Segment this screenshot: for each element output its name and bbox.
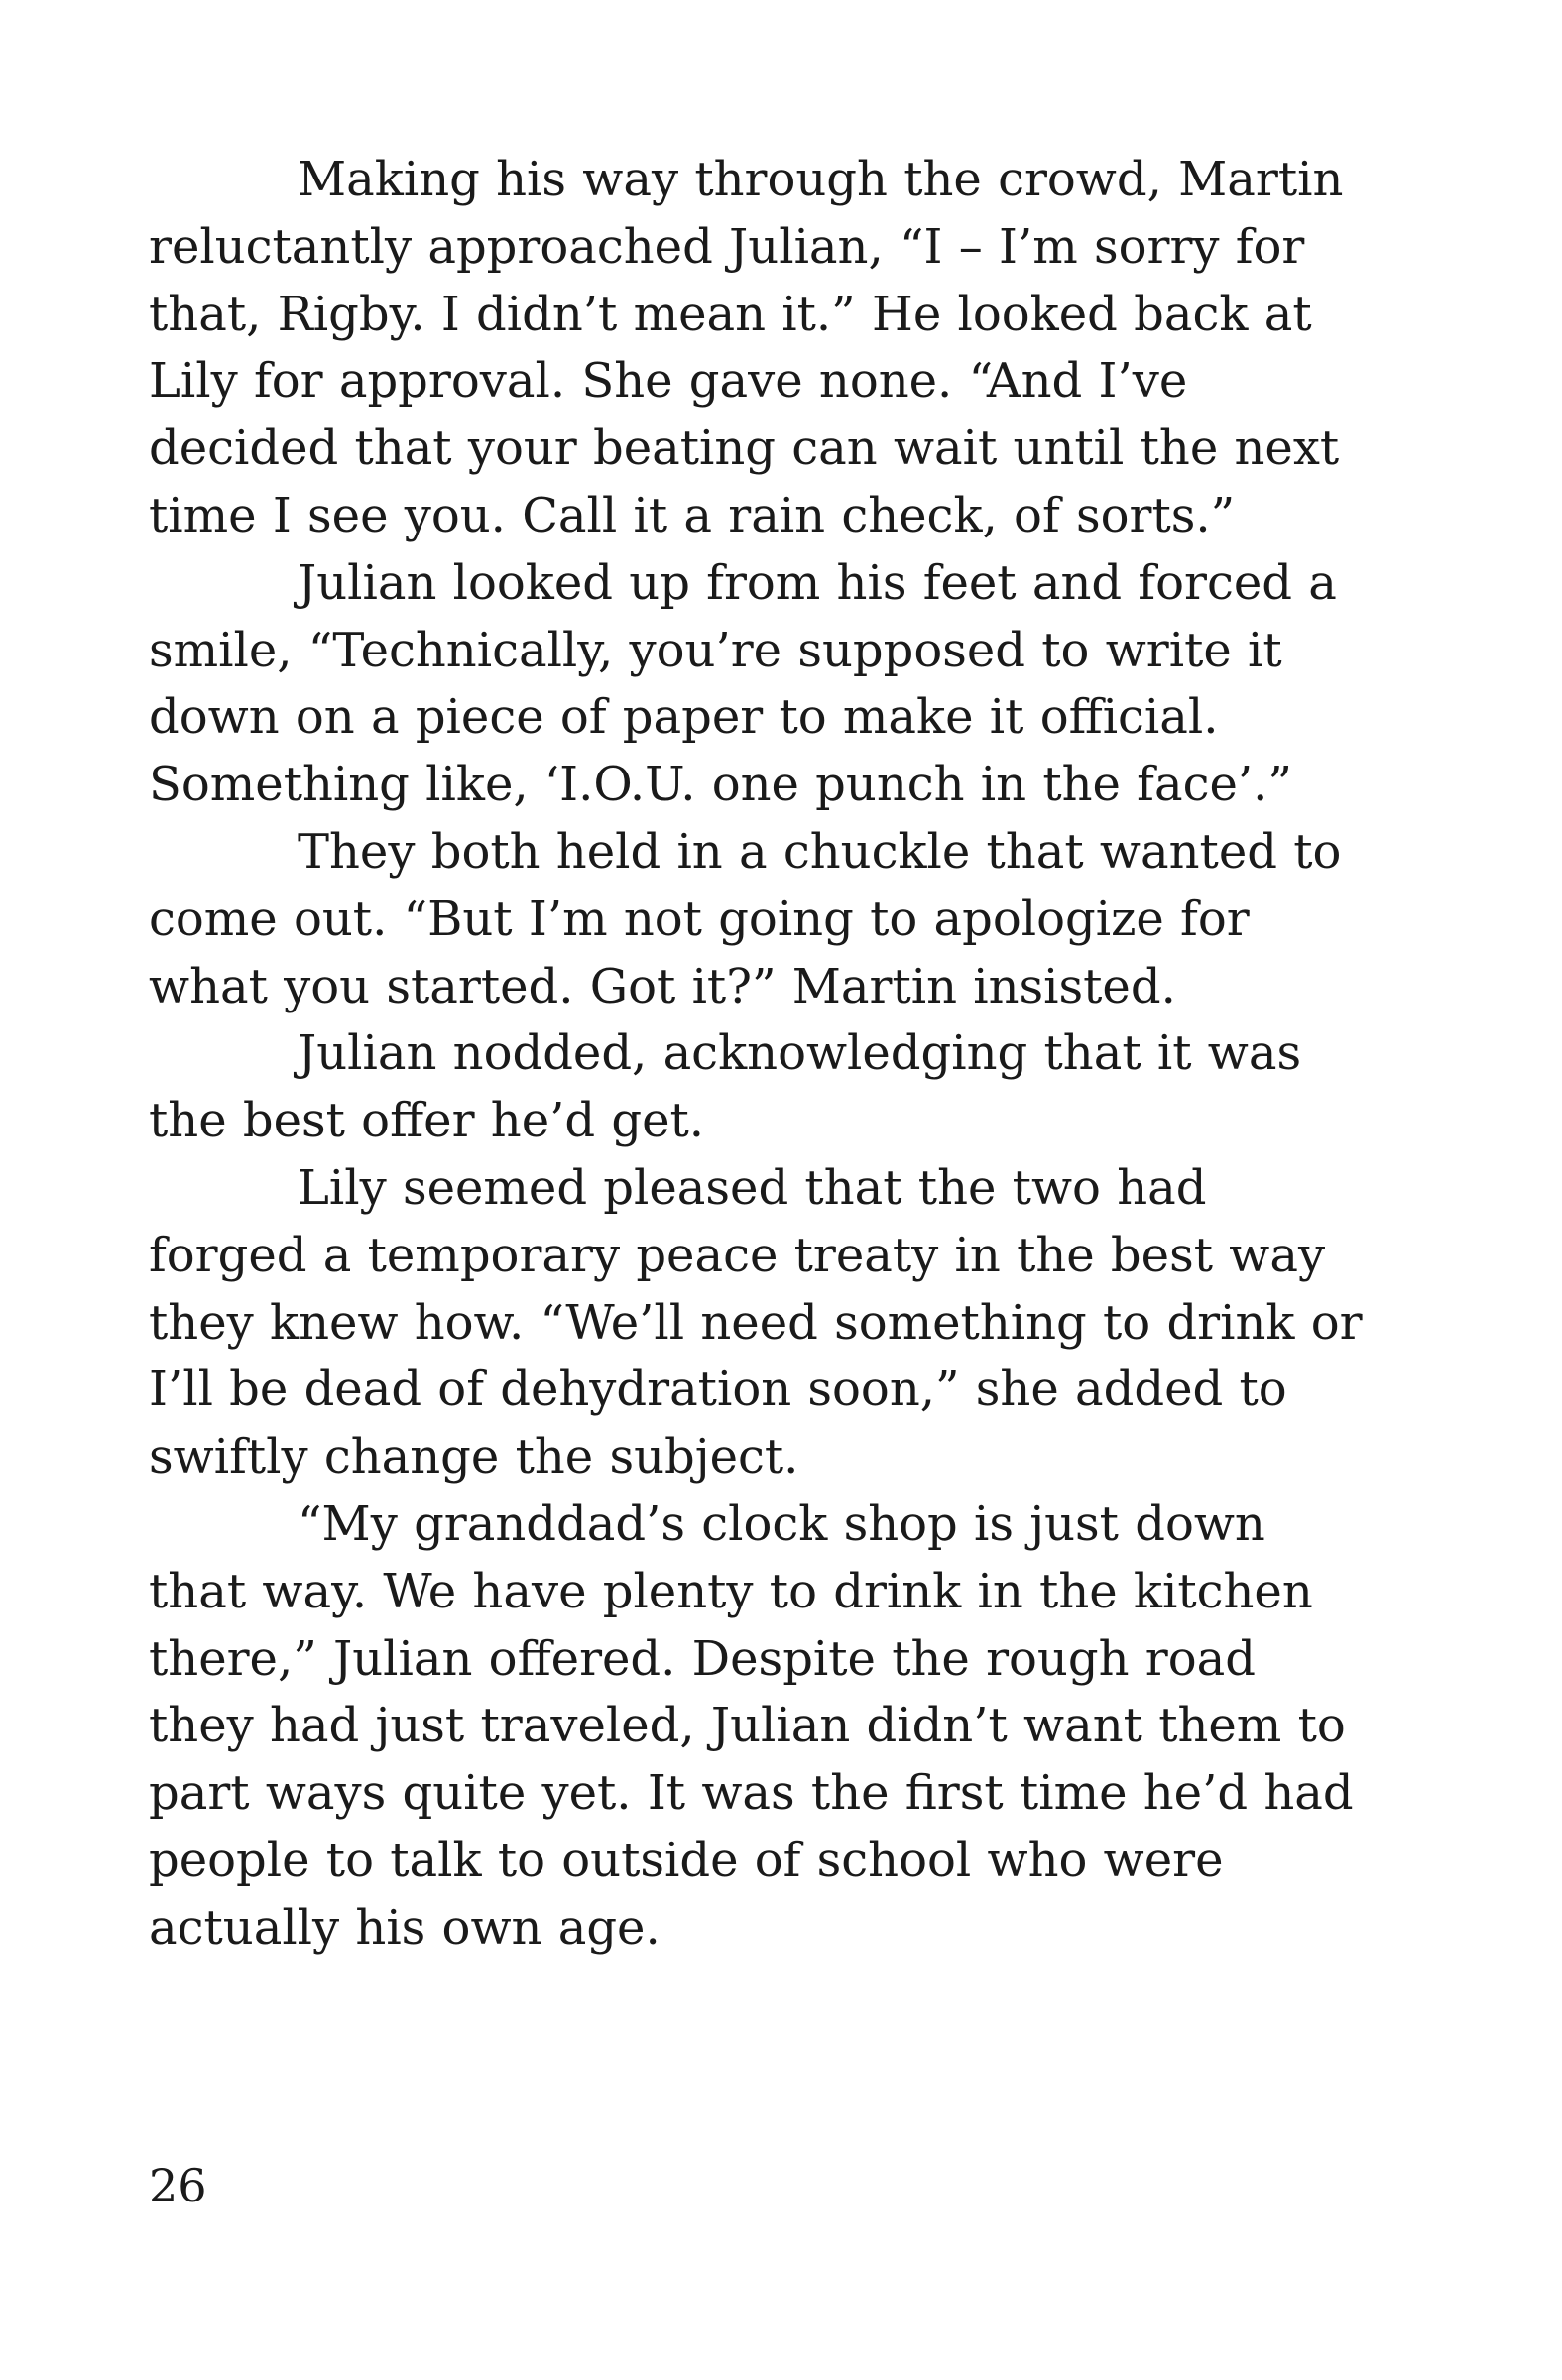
paragraph-4: Julian nodded, acknowledging that it was the best offer he’d get. — [149, 1025, 1302, 1149]
paragraph-6: “My granddad’s clock shop is just down that way. We have plenty to drink in the kitchen there,” Julian offered. Despite the rough road they had just traveled, Julian didn’t want them to part ways quite yet. It was the first time he’d had people to talk to outside of school who were actually his own age. — [149, 1495, 1354, 1956]
body-text — [149, 147, 1364, 1963]
paragraph-3: They both held in a chuckle that wanted to come out. “But I’m not going to apologize for what you started. Got it?” Martin insisted. — [149, 823, 1342, 1014]
paragraph-1: Making his way through the crowd, Martin reluctantly approached Julian, “I – I’m sorry for that, Rigby. I didn’t mean it.” He looked back at Lily for approval. She gave none. “And I’ve decided that your beating can wait until the next time I see you. Call it a rain check, of sorts.” — [149, 152, 1344, 543]
page-number: 26 — [149, 2159, 207, 2212]
paragraph-2: Julian looked up from his feet and forced a smile, “Technically, you’re supposed to write it down on a piece of paper to make it official. Something like, ‘I.O.U. one punch in the face’.” — [149, 554, 1337, 813]
paragraph-5: Lily seemed pleased that the two had forged a temporary peace treaty in the best way they knew how. “We’ll need something to drink or I’ll be dead of dehydration soon,” she added to swiftly change the subject. — [149, 1159, 1363, 1486]
